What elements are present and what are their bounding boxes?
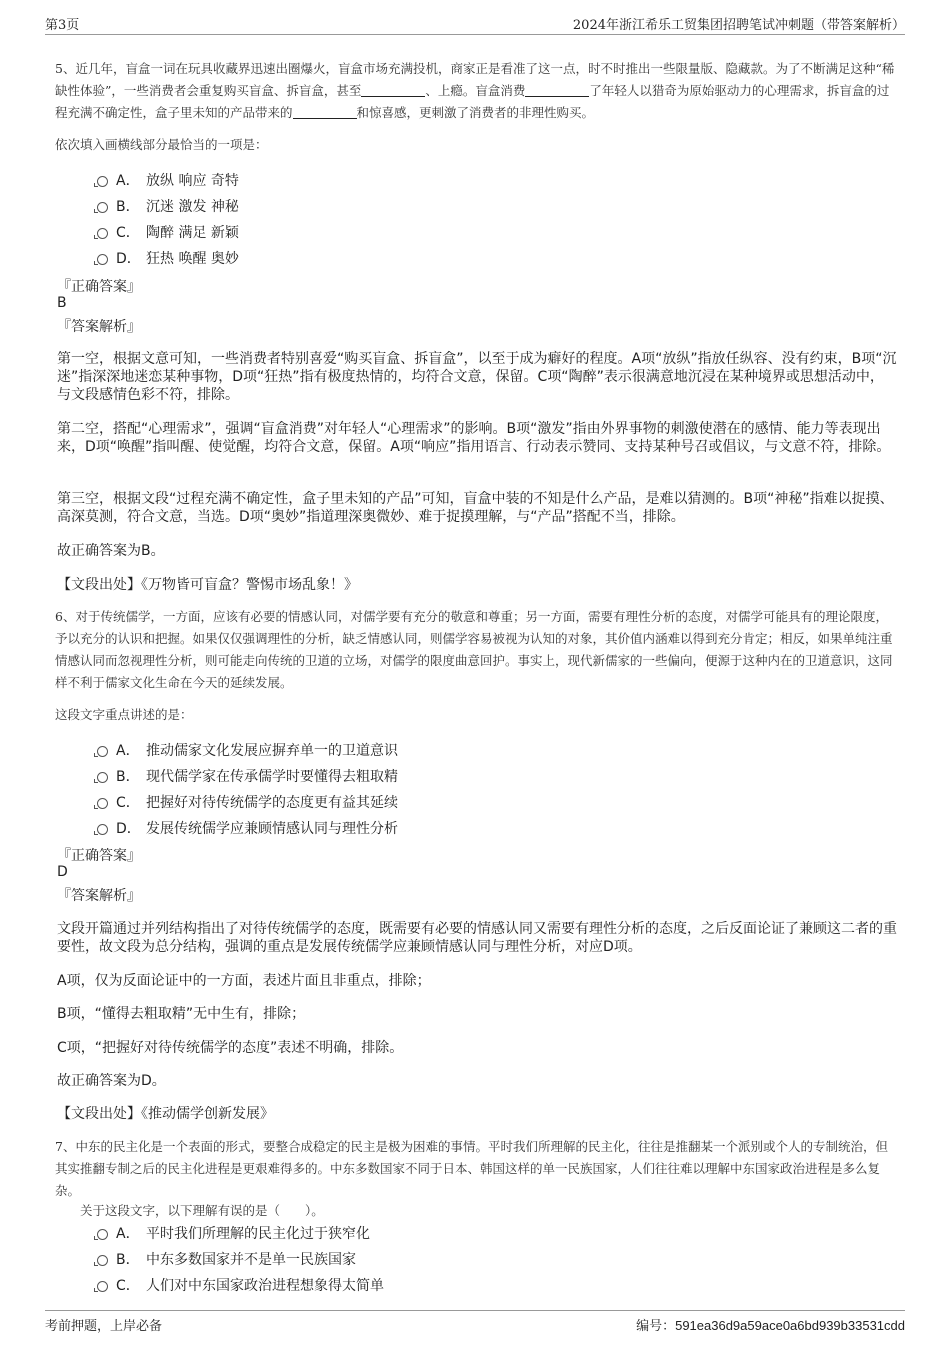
q6-explanation-2: A项，仅为反面论证中的一方面，表述片面且非重点，排除； bbox=[57, 973, 431, 989]
radio-icon[interactable] bbox=[97, 746, 108, 757]
radio-icon[interactable] bbox=[97, 1229, 108, 1240]
radio-icon[interactable] bbox=[97, 824, 108, 835]
radio-icon[interactable] bbox=[97, 772, 108, 783]
q5-option-a[interactable]: A． 放纵 响应 奇特 bbox=[97, 170, 239, 190]
page-number: 第3页 bbox=[45, 18, 80, 33]
q7-option-c[interactable]: C． 人们对中东国家政治进程想象得太简单 bbox=[97, 1275, 384, 1295]
blank-1 bbox=[361, 84, 425, 97]
q5-explanation-3: 第三空，根据文段“过程充满不确定性，盒子里未知的产品”可知，盲盒中装的不知是什么产品，是难以猜测的。B项“神秘”指难以捉摸、高深莫测，符合文意，当选。D项“奥妙”指道理深奥微妙、难于捉摸理解，与“产品”搭配不当，排除。 bbox=[57, 491, 894, 525]
question-5-passage: 5、近几年，盲盒一词在玩具收藏界迅速出圈爆火，盲盒市场充满投机，商家正是看准了这一点，时不时推出一些限量版、隐藏款。为了不断满足这种“稀缺性体验”，一些消费者会重复购买盲盒、拆盲盒，甚至 、上瘾。盲盒消费 了年轻人以猎奇为原始驱动力的心理需求，拆盲盒的过程充满不确定性，盒子里未知的产品带来的 和惊喜感，更刺激了消费者的非理性购买。 bbox=[55, 61, 895, 120]
footer-slogan: 考前押题，上岸必备 bbox=[45, 1319, 163, 1334]
question-6-stem: 这段文字重点讲述的是： bbox=[55, 707, 193, 722]
radio-icon[interactable] bbox=[97, 202, 108, 213]
blank-2 bbox=[525, 84, 589, 97]
blank-3 bbox=[293, 106, 357, 119]
q6-explanation-5: 故正确答案为D。 bbox=[57, 1073, 166, 1089]
q5-explanation-4: 故正确答案为B。 bbox=[57, 543, 165, 559]
document-title: 2024年浙江希乐工贸集团招聘笔试冲刺题（带答案解析） bbox=[572, 18, 905, 33]
radio-icon[interactable] bbox=[97, 228, 108, 239]
question-7-stem: 关于这段文字，以下理解有误的是（ ）。 bbox=[80, 1203, 324, 1218]
q6-option-d[interactable]: D． 发展传统儒学应兼顾情感认同与理性分析 bbox=[97, 818, 398, 838]
q6-explanation-1: 文段开篇通过并列结构指出了对待传统儒学的态度，既需要有必要的情感认同又需要有理性分析的态度，之后反面论证了兼顾这二者的重要性，故文段为总分结构，强调的重点是发展传统儒学应兼顾情感认同与理性分析，对应D项。 bbox=[57, 921, 897, 955]
q6-source: 【文段出处】《推动儒学创新发展》 bbox=[57, 1106, 274, 1122]
question-7-passage: 7、中东的民主化是一个表面的形式，要整合成稳定的民主是极为困难的事情。平时我们所理解的民主化，往往是推翻某一个派别或个人的专制统治，但其实推翻专制之后的民主化进程是更艰难得多的。中东多数国家不同于日本、韩国这样的单一民族国家，人们往往难以理解中东国家政治进程是多么复杂。 bbox=[55, 1139, 888, 1198]
q5-option-c[interactable]: C． 陶醉 满足 新颖 bbox=[97, 222, 239, 242]
document-id: 编号：591ea36d9a59ace0a6bd939b33531cdd bbox=[636, 1318, 905, 1333]
q5-source: 【文段出处】《万物皆可盲盒？警惕市场乱象！》 bbox=[57, 577, 358, 593]
radio-icon[interactable] bbox=[97, 254, 108, 265]
radio-icon[interactable] bbox=[97, 1255, 108, 1266]
q7-option-a[interactable]: A． 平时我们所理解的民主化过于狭窄化 bbox=[97, 1223, 370, 1243]
q5-option-b[interactable]: B． 沉迷 激发 神秘 bbox=[97, 196, 239, 216]
q5-explain-label: 『答案解析』 bbox=[57, 319, 141, 335]
q6-option-a[interactable]: A． 推动儒家文化发展应摒弃单一的卫道意识 bbox=[97, 740, 398, 760]
question-6-passage: 6、对于传统儒学，一方面，应该有必要的情感认同，对儒学要有充分的敬意和尊重；另一方面，需要有理性分析的态度，对儒学可能具有的理论限度，予以充分的认识和把握。如果仅仅强调理性的分析，缺乏情感认同，则儒学容易被视为认知的对象，其价值内涵难以得到充分肯定；相反，如果单纯注重情感认同而忽视理性分析，则可能走向传统的卫道的立场，对儒学的限度曲意回护。事实上，现代新儒家的一些偏向，便源于这种内在的卫道意识，这同样不利于儒家文化生命在今天的延续发展。 bbox=[55, 609, 893, 690]
radio-icon[interactable] bbox=[97, 176, 108, 187]
q5-explanation-1: 第一空，根据文意可知，一些消费者特别喜爱“购买盲盒、拆盲盒”，以至于成为癖好的程度。A项“放纵”指放任纵容、没有约束，B项“沉迷”指深深地迷恋某种事物，D项“狂热”指有极度热情的，均符合文意，保留。C项“陶醉”表示很满意地沉浸在某种境界或思想活动中，与文段感情色彩不符，排除。 bbox=[57, 351, 897, 403]
q7-option-b[interactable]: B． 中东多数国家并不是单一民族国家 bbox=[97, 1249, 356, 1269]
q6-option-c[interactable]: C． 把握好对待传统儒学的态度更有益其延续 bbox=[97, 792, 398, 812]
page-footer bbox=[45, 1310, 905, 1335]
q5-option-d[interactable]: D． 狂热 唤醒 奥妙 bbox=[97, 248, 239, 268]
q6-option-b[interactable]: B． 现代儒学家在传承儒学时要懂得去粗取精 bbox=[97, 766, 398, 786]
q5-answer: B bbox=[57, 295, 67, 311]
q5-explanation-2: 第二空，搭配“心理需求”，强调“盲盒消费”对年轻人“心理需求”的影响。B项“激发”指由外界事物的刺激使潜在的感情、能力等表现出来，D项“唤醒”指叫醒、使觉醒，均符合文意，保留。A项“响应”指用语言、行动表示赞同、支持某种号召或倡议，与文意不符，排除。 bbox=[57, 421, 891, 455]
q6-explanation-4: C项，“把握好对待传统儒学的态度”表述不明确，排除。 bbox=[57, 1040, 404, 1056]
question-5-stem: 依次填入画横线部分最恰当的一项是： bbox=[55, 137, 268, 152]
radio-icon[interactable] bbox=[97, 1281, 108, 1292]
radio-icon[interactable] bbox=[97, 798, 108, 809]
q6-answer-label: 『正确答案』 bbox=[57, 848, 141, 864]
q6-explanation-3: B项，“懂得去粗取精”无中生有，排除； bbox=[57, 1006, 306, 1022]
q6-explain-label: 『答案解析』 bbox=[57, 888, 141, 904]
q6-answer: D bbox=[57, 864, 68, 880]
page-header bbox=[45, 12, 905, 35]
q5-answer-label: 『正确答案』 bbox=[57, 279, 141, 295]
